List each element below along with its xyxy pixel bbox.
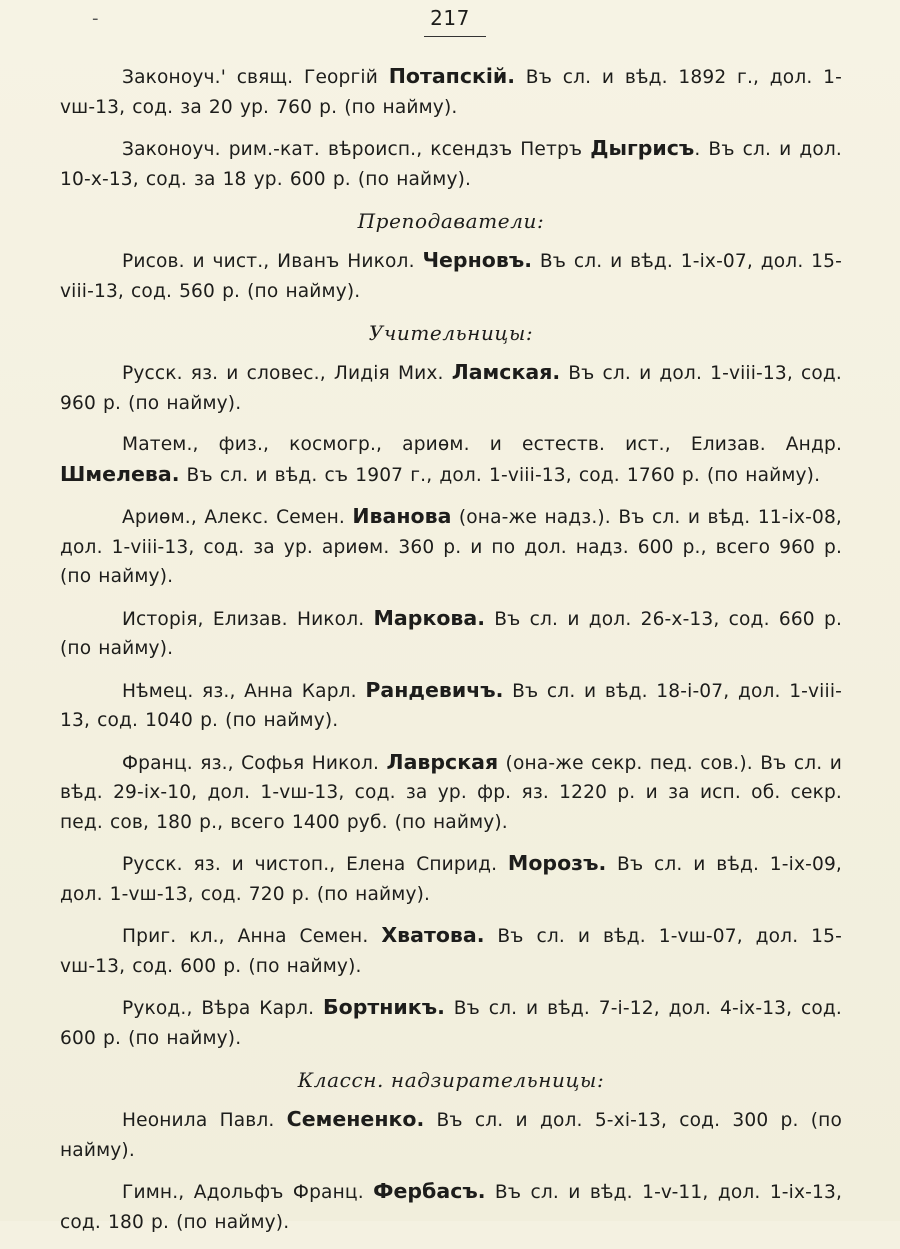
entry-text: Законоуч.' свящ. Георгій xyxy=(122,67,389,88)
entry-text: Въ сл. и вѣд. съ 1907 г., дол. 1-viii-13, сод. 1760 р. (по найму). xyxy=(179,464,821,486)
page-number: 217 xyxy=(430,6,470,30)
section-heading: Классн. надзирательницы: xyxy=(297,1068,605,1092)
staff-entry xyxy=(60,849,842,909)
entry-text: Рисов. и чист., Иванъ Никол. xyxy=(122,251,423,272)
entry-text: Законоуч. рим.-кат. вѣроисп., ксендзъ Петръ xyxy=(122,139,591,160)
entry-text: Приг. кл., Анна Семен. xyxy=(122,926,382,947)
entry-text: Въ сл. и вѣд. 1-ix-09, дол. 1-vш-13, сод. 720 р. (по найму). xyxy=(60,854,842,905)
section-heading: Учительницы: xyxy=(368,321,534,345)
entry-text: Въ сл. и вѣд. 18-i-07, дол. 1-viii-13, сод. 1040 р. (по найму). xyxy=(60,680,842,731)
entry-surname: Фербасъ. xyxy=(373,1179,486,1203)
staff-entry xyxy=(60,676,842,736)
entry-text: Въ сл. и вѣд. 1892 г., дол. 1-vш-13, сод. за 20 ур. 760 р. (по найму). xyxy=(60,67,842,118)
entry-text: Нѣмец. яз., Анна Карл. xyxy=(122,680,366,702)
entry-text: . Въ сл. и дол. 10-x-13, сод. за 18 ур. 600 р. (по найму). xyxy=(60,139,842,190)
staff-entry xyxy=(60,1105,842,1165)
staff-entry xyxy=(60,430,842,490)
staff-entry xyxy=(60,246,842,306)
entry-surname: Морозъ. xyxy=(507,851,607,875)
corner-mark: - xyxy=(92,8,99,29)
entry-text: Гимн., Адольфъ Франц. xyxy=(122,1182,374,1203)
staff-entry xyxy=(60,502,842,592)
entry-surname: Маркова. xyxy=(373,605,486,630)
entry-surname: Хватова. xyxy=(381,923,485,947)
page-body xyxy=(60,62,842,1249)
staff-entry xyxy=(60,62,842,122)
entry-surname: Рандевичъ. xyxy=(365,677,504,702)
entry-text: Матем., физ., космогр., ариѳм. и естеств. ист., Елизав. Андр. xyxy=(122,434,842,455)
entry-surname: Лаврская xyxy=(386,749,499,774)
entry-surname: Иванова xyxy=(352,504,452,528)
entry-surname: Черновъ. xyxy=(422,248,533,272)
entry-surname: Потапскій. xyxy=(388,64,516,88)
entry-text: Въ сл. и дол. 5-xi-13, сод. 300 р. (по найму). xyxy=(60,1110,842,1161)
entry-text: Въ сл. и вѣд. 7-i-12, дол. 4-ix-13, сод. 600 р. (по найму). xyxy=(60,998,842,1049)
entry-text: Ариѳм., Алекс. Семен. xyxy=(122,507,353,528)
entry-text: Неонила Павл. xyxy=(122,1110,287,1131)
entry-text: (она-же секр. пед. сов.). Въ сл. и вѣд. 29-ix-10, дол. 1-vш-13, сод. за ур. фр. яз. 1220 р. и за исп. об. секр. пед. сов, 180 р., всего 1400 руб. (по найму). xyxy=(60,752,842,833)
entry-surname: Семененко. xyxy=(286,1107,425,1131)
staff-entry xyxy=(60,358,842,418)
entry-text: Въ сл. и вѣд. 1-ix-07, дол. 15-viii-13, сод. 560 р. (по найму). xyxy=(60,251,842,302)
entry-surname: Дыгрисъ xyxy=(590,136,695,160)
entry-surname: Ламская. xyxy=(451,360,561,384)
entry-text: Въ сл. и вѣд. 1-v-11, дол. 1-ix-13, сод. 180 р. (по найму). xyxy=(60,1182,843,1233)
entry-text: Франц. яз., Софья Никол. xyxy=(122,752,387,774)
staff-entry xyxy=(60,604,842,664)
entry-surname: Шмелева. xyxy=(60,461,180,486)
entry-text: Въ сл. и дол. 1-viii-13, сод. 960 р. (по найму). xyxy=(60,363,842,414)
page-number-rule xyxy=(424,36,486,37)
entry-text: Въ сл. и дол. 26-x-13, сод. 660 р. (по найму). xyxy=(60,608,842,659)
staff-entry xyxy=(60,134,842,194)
entry-text: Русск. яз. и чистоп., Елена Спирид. xyxy=(122,854,508,875)
staff-entry xyxy=(60,993,842,1053)
staff-entry xyxy=(60,921,842,981)
staff-entry xyxy=(60,1177,842,1237)
entry-text: (она-же надз.). Въ сл. и вѣд. 11-ix-08, дол. 1-viii-13, сод. за ур. ариѳм. 360 р. и по дол. надз. 600 р., всего 960 р. (по найму). xyxy=(60,507,842,587)
entry-text: Рукод., Вѣра Карл. xyxy=(122,998,323,1019)
entry-text: Русск. яз. и словес., Лидія Мих. xyxy=(122,363,452,384)
entry-text: Исторія, Елизав. Никол. xyxy=(122,608,374,630)
entry-text: Въ сл. и вѣд. 1-vш-07, дол. 15-vш-13, сод. 600 р. (по найму). xyxy=(60,926,842,977)
section-heading: Преподаватели: xyxy=(357,209,545,233)
entry-surname: Бортникъ. xyxy=(323,995,445,1019)
staff-entry xyxy=(60,748,842,838)
